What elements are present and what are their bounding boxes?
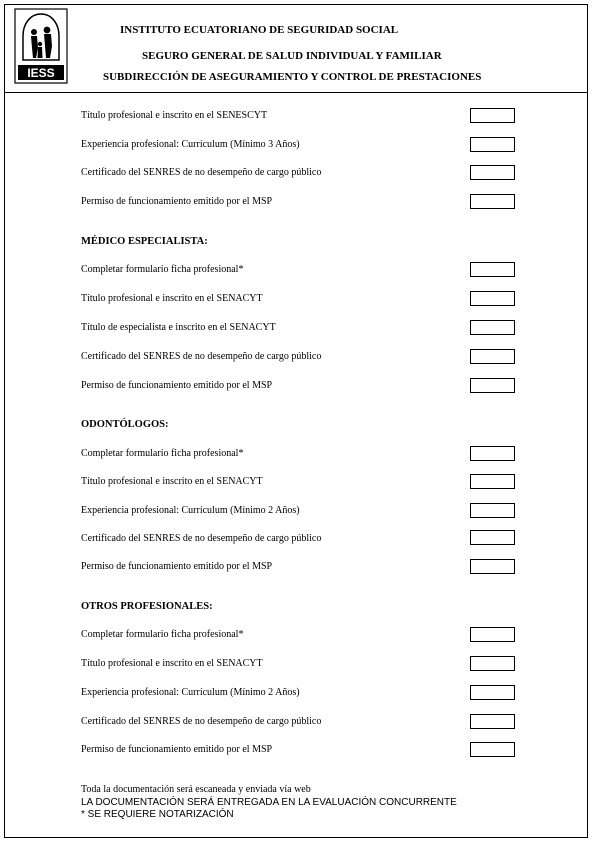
footer-note-scan: Toda la documentación será escaneada y enviada vía web <box>81 784 311 795</box>
requirement-item: Título de especialista e inscrito en el SENACYT <box>81 322 276 333</box>
requirement-checkbox[interactable] <box>470 742 515 757</box>
requirement-checkbox[interactable] <box>470 503 515 518</box>
requirement-item: Permiso de funcionamiento emitido por el MSP <box>81 196 273 207</box>
requirement-item: Completar formulario ficha profesional* <box>81 264 244 275</box>
requirement-checkbox[interactable] <box>470 262 515 277</box>
requirement-checkbox[interactable] <box>470 349 515 364</box>
requirement-checkbox[interactable] <box>470 656 515 671</box>
logo-text: IESS <box>27 66 55 80</box>
program-title: SEGURO GENERAL DE SALUD INDIVIDUAL Y FAMILIAR <box>142 50 442 62</box>
requirement-checkbox[interactable] <box>470 530 515 545</box>
requirement-item: Permiso de funcionamiento emitido por el MSP <box>81 380 273 391</box>
requirement-item: Certificado del SENRES de no desempeño de cargo público <box>81 351 322 362</box>
requirement-checkbox[interactable] <box>470 320 515 335</box>
requirement-item: Título profesional e inscrito en el SENESCYT <box>81 110 268 121</box>
requirement-checkbox[interactable] <box>470 714 515 729</box>
requirement-item: Experiencia profesional: Currículum (Mínimo 2 Años) <box>81 505 300 516</box>
requirement-item: Completar formulario ficha profesional* <box>81 629 244 640</box>
requirement-item: Certificado del SENRES de no desempeño de cargo público <box>81 533 322 544</box>
requirement-item: Completar formulario ficha profesional* <box>81 448 244 459</box>
section-title-medico-especialista: MÉDICO ESPECIALISTA: <box>81 236 208 247</box>
requirement-checkbox[interactable] <box>470 378 515 393</box>
institute-title: INSTITUTO ECUATORIANO DE SEGURIDAD SOCIAL <box>120 24 399 36</box>
requirement-checkbox[interactable] <box>470 108 515 123</box>
requirement-item: Título profesional e inscrito en el SENACYT <box>81 476 263 487</box>
department-title: SUBDIRECCIÓN DE ASEGURAMIENTO Y CONTROL DE PRESTACIONES <box>103 71 482 83</box>
iess-logo <box>14 8 68 84</box>
requirement-checkbox[interactable] <box>470 559 515 574</box>
requirement-checkbox[interactable] <box>470 627 515 642</box>
requirement-item: Permiso de funcionamiento emitido por el MSP <box>81 744 273 755</box>
requirement-item: Permiso de funcionamiento emitido por el MSP <box>81 561 273 572</box>
requirement-checkbox[interactable] <box>470 165 515 180</box>
header-divider <box>4 92 588 93</box>
requirement-checkbox[interactable] <box>470 685 515 700</box>
requirement-checkbox[interactable] <box>470 474 515 489</box>
requirement-checkbox[interactable] <box>470 446 515 461</box>
requirement-item: Certificado del SENRES de no desempeño de cargo público <box>81 167 322 178</box>
requirement-checkbox[interactable] <box>470 137 515 152</box>
section-title-odontologos: ODONTÓLOGOS: <box>81 419 169 430</box>
footer-note-delivery: LA DOCUMENTACIÓN SERÁ ENTREGADA EN LA EVALUACIÓN CONCURRENTE <box>81 797 457 808</box>
requirement-item: Título profesional e inscrito en el SENACYT <box>81 658 263 669</box>
requirement-checkbox[interactable] <box>470 291 515 306</box>
iess-logo-icon <box>14 8 68 84</box>
section-title-otros-profesionales: OTROS PROFESIONALES: <box>81 601 213 612</box>
requirement-checkbox[interactable] <box>470 194 515 209</box>
requirement-item: Certificado del SENRES de no desempeño de cargo público <box>81 716 322 727</box>
requirement-item: Experiencia profesional: Currículum (Mínimo 3 Años) <box>81 139 300 150</box>
requirement-item: Experiencia profesional: Currículum (Mínimo 2 Años) <box>81 687 300 698</box>
requirement-item: Título profesional e inscrito en el SENACYT <box>81 293 263 304</box>
footer-note-notarization: * SE REQUIERE NOTARIZACIÓN <box>81 809 234 820</box>
